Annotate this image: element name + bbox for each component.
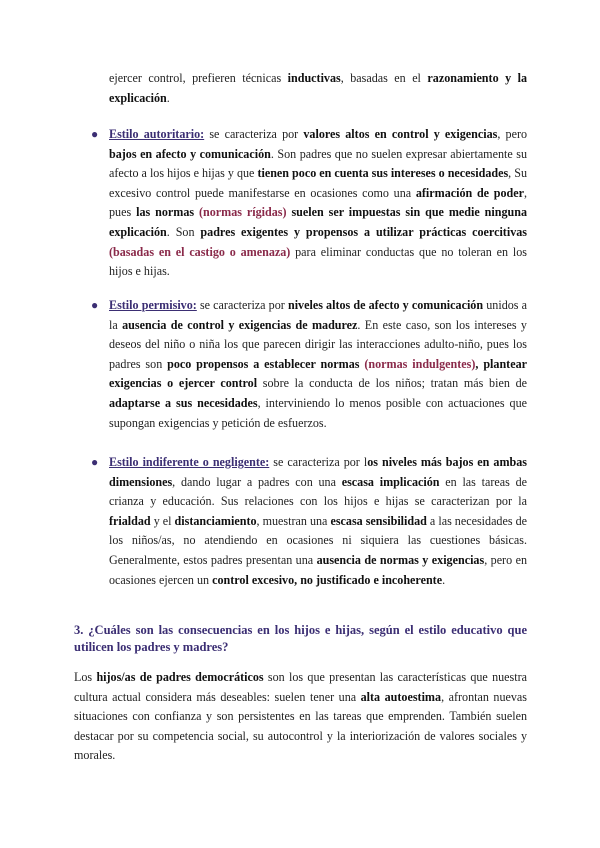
bullet-estilo-autoritario (91, 125, 528, 282)
text-run: se caracteriza por l (269, 455, 368, 469)
continuation-paragraph (109, 69, 527, 108)
text-run: en las tareas de crianza y educación. Sus relaciones con los hijos e hijas se caracterizan por la (109, 474, 528, 509)
bold-run: escasa sensibilidad (330, 513, 427, 528)
bold-run: padres exigentes y propensos a utilizar prácticas coercitivas (200, 224, 527, 239)
bold-run: ausencia de control y exigencias de madurez (122, 317, 358, 332)
bold-run: bajos en afecto y comunicación (109, 146, 271, 161)
text-run: , basadas en el (340, 71, 428, 85)
bold-run: suelen ser impuestas sin que medie ninguna explicación (109, 205, 527, 239)
highlight-run: (basadas en el castigo o amenaza) (109, 244, 291, 259)
democraticos-paragraph (74, 668, 527, 766)
text-run: Los (74, 670, 97, 684)
text-run: . (166, 90, 170, 105)
text-run: , muestran una (256, 513, 331, 528)
text-run: , afrontan nuevas situaciones con confianza y son persistentes en las tareas que emprenden. También suelen destacar por su competencia social, su autocontrol y la interiorización de valores sociales y morales. (74, 689, 527, 763)
bold-run: niveles altos de afecto y comunicación (287, 298, 484, 312)
bold-run: distanciamiento (174, 513, 257, 528)
bold-run: adaptarse a sus necesidades (109, 395, 258, 410)
highlight-run: (normas rígidas) (194, 205, 287, 220)
style-label: Estilo indiferente o negligente: (109, 455, 270, 469)
bold-run: alta autoestima (360, 689, 442, 704)
section-heading: 3. ¿Cuáles son las consecuencias en los hijos e hijas, según el estilo educativo que utilicen los padres y madres? (74, 623, 527, 654)
text-run: ejercer control, prefieren técnicas (109, 71, 288, 85)
bold-run: tienen poco en cuenta sus intereses o necesidades (257, 166, 509, 181)
text-run: , pero (497, 127, 528, 141)
text-run: , dando lugar a padres con una (172, 474, 342, 489)
text-run: se caracteriza por (196, 298, 288, 312)
text-run: y el (150, 513, 175, 528)
highlight-run: (normas indulgentes) (359, 356, 476, 371)
text-run: sobre la conducta de los niños; tratan más bien de (257, 376, 527, 391)
bullet-icon: ● (91, 455, 99, 469)
bold-run: escasa implicación (341, 474, 440, 489)
text-run: . Son padres que no suelen expresar abiertamente su afecto a los hijos e hijas y que (109, 146, 527, 181)
text-run: , Su excesivo control puede manifestarse en ocasiones como una (109, 166, 527, 200)
bold-run: inductivas (287, 71, 341, 85)
text-run: unidos a la (109, 298, 528, 332)
text-run: . En este caso, son los intereses y deseos del niño o niña los que parecen dirigir las interacciones adulto-niño, pues los padres son (109, 317, 527, 371)
bold-run: poco propensos a establecer normas (167, 356, 360, 371)
bold-run: , plantear exigencias o ejercer control (109, 356, 527, 391)
style-label: Estilo autoritario: (109, 127, 205, 141)
bold-run: hijos/as de padres democráticos (96, 670, 264, 684)
text-run: . (442, 572, 446, 587)
style-label: Estilo permisivo: (109, 298, 197, 312)
text-run: , pero en ocasiones ejercen un (109, 552, 527, 587)
bold-run: control excesivo, no justificado e incoherente (212, 572, 443, 587)
text-run: , interviniendo lo menos posible con actuaciones que supongan exigencias y petición de esfuerzos. (109, 395, 527, 430)
text-run: a las necesidades de los niños/as, no atendiendo en ocasiones ni siquiera las cuestiones básicas. Generalmente, estos padres presentan una (109, 513, 527, 567)
bullet-icon: ● (91, 298, 99, 312)
bullet-estilo-permisivo (91, 296, 528, 433)
text-run: son los que presentan las características que nuestra cultura actual considera más deseables: suelen tener una (74, 670, 527, 704)
bold-run: afirmación de poder (415, 185, 524, 200)
bold-run: las normas (136, 205, 195, 220)
text-run: , pues (109, 185, 527, 220)
bold-run: ausencia de normas y exigencias (316, 552, 485, 567)
bold-run: frialdad (109, 513, 151, 528)
text-run: se caracteriza por (204, 127, 304, 141)
bold-run: valores altos en control y exigencias (303, 127, 498, 141)
text-run: . Son (166, 224, 201, 239)
bold-run: razonamiento y la explicación (109, 71, 528, 105)
bullet-estilo-indiferente (91, 453, 528, 590)
bold-run: os niveles más bajos en ambas dimensiones (109, 455, 527, 489)
text-run: para eliminar conductas que no toleran en los hijos e hijas. (109, 244, 527, 279)
bullet-icon: ● (91, 127, 99, 141)
